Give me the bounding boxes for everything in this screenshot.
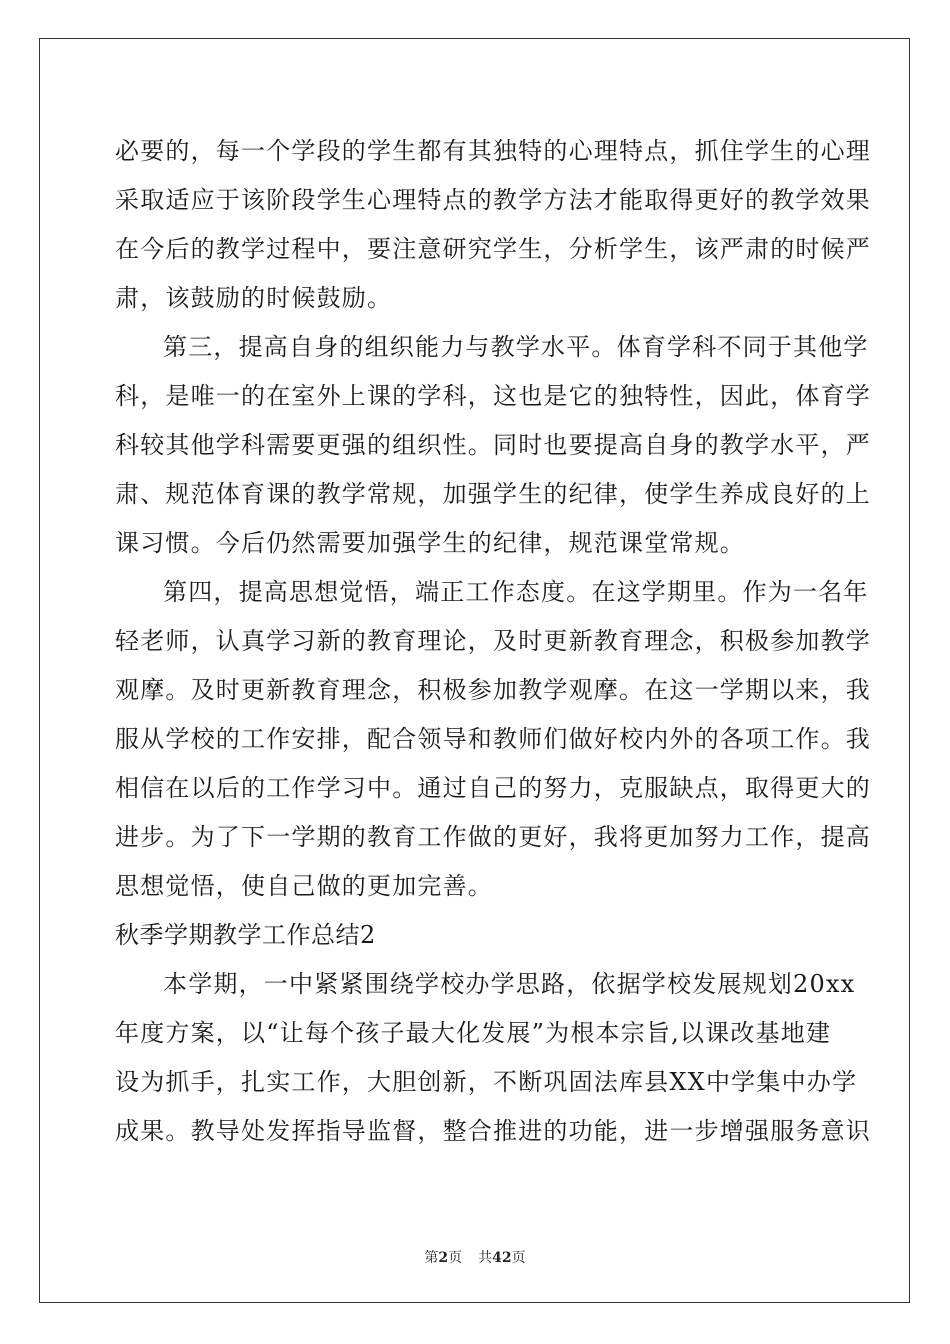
text-line: 成果。教导处发挥指导监督，整合推进的功能，进一步增强服务意识 [115, 1117, 871, 1145]
paragraph-first-line: 第三，提高自身的组织能力与教学水平。体育学科不同于其他学 [163, 333, 869, 361]
total-prefix: 共 [478, 1250, 493, 1266]
text-line: 课习惯。今后仍然需要加强学生的纪律，规范课堂常规。 [115, 529, 745, 557]
page-prefix: 第 [424, 1250, 439, 1266]
total-page-count: 42 [492, 1250, 512, 1266]
page-unit: 页 [448, 1250, 463, 1266]
text-line: 科较其他学科需要更强的组织性。同时也要提高自身的教学水平，严 [115, 431, 871, 459]
current-page-number: 2 [438, 1250, 449, 1266]
document-body [115, 127, 871, 1156]
text-line: 年度方案，以“让每个孩子最大化发展”为根本宗旨,以课改基地建 [115, 1019, 832, 1047]
page-footer [0, 1247, 950, 1267]
text-line: 采取适应于该阶段学生心理特点的教学方法才能取得更好的教学效果 [115, 186, 871, 214]
text-line: 设为抓手，扎实工作，大胆创新，不断巩固法库县XX中学集中办学 [115, 1068, 858, 1096]
text-line: 观摩。及时更新教育理念，积极参加教学观摩。在这一学期以来，我 [115, 676, 871, 704]
text-line: 思想觉悟，使自己做的更加完善。 [115, 872, 493, 900]
paragraph-first-line: 第四，提高思想觉悟，端正工作态度。在这学期里。作为一名年 [163, 578, 869, 606]
text-line: 服从学校的工作安排，配合领导和教师们做好校内外的各项工作。我 [115, 725, 871, 753]
text-line: 科，是唯一的在室外上课的学科，这也是它的独特性，因此，体育学 [115, 382, 871, 410]
total-unit: 页 [511, 1250, 526, 1266]
section-heading: 秋季学期教学工作总结2 [115, 921, 376, 949]
text-line: 必要的，每一个学段的学生都有其独特的心理特点，抓住学生的心理 [115, 137, 871, 165]
text-line: 进步。为了下一学期的教育工作做的更好，我将更加努力工作，提高 [115, 823, 871, 851]
text-line: 相信在以后的工作学习中。通过自己的努力，克服缺点，取得更大的 [115, 774, 871, 802]
paragraph-first-line: 本学期，一中紧紧围绕学校办学思路，依据学校发展规划20xx [163, 970, 856, 998]
text-line: 肃，该鼓励的时候鼓励。 [115, 284, 393, 312]
text-line: 在今后的教学过程中，要注意研究学生，分析学生，该严肃的时候严 [115, 235, 871, 263]
text-line: 轻老师，认真学习新的教育理论，及时更新教育理念，积极参加教学 [115, 627, 871, 655]
text-line: 肃、规范体育课的教学常规，加强学生的纪律，使学生养成良好的上 [115, 480, 871, 508]
